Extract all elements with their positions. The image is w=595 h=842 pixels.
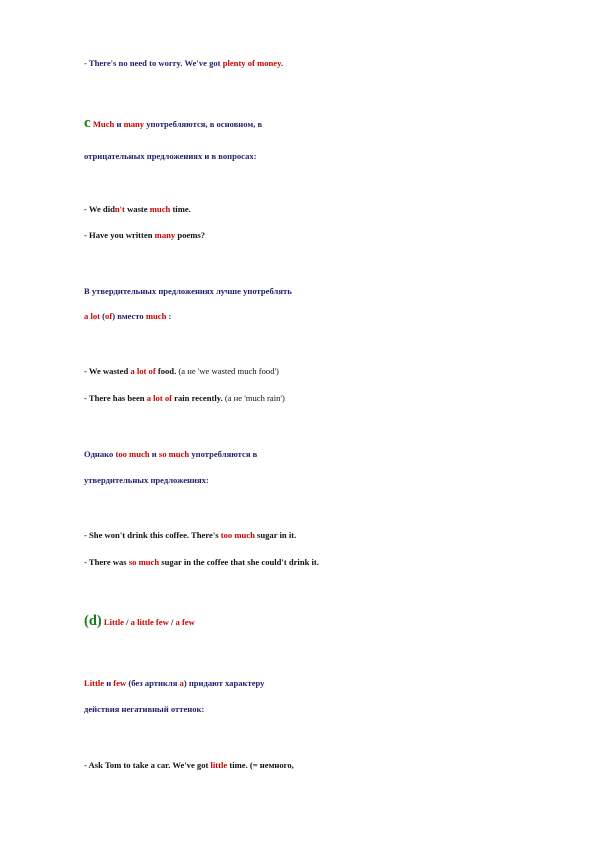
example-a-lot-of-food: - We wasted a lot of food. (а не 'we wasted much food') <box>84 366 279 376</box>
section-d-heading: (d) Little / a little few / a few <box>84 613 195 629</box>
section-c-heading-cont: отрицательных предложениях и в вопросах: <box>84 151 257 161</box>
example-too-much-sugar: - She won't drink this coffee. There's too much sugar in it. <box>84 530 297 540</box>
rule-affirmative: В утвердительных предложениях лучше употреблять <box>84 286 292 296</box>
example-many-poems: - Have you written many poems? <box>84 230 206 240</box>
example-so-much-sugar: - There was so much sugar in the coffee that she could't drink it. <box>84 557 319 567</box>
section-c-heading: c Much и many употребляются, в основном, в <box>84 115 263 131</box>
rule-little-few: Little и few (без артикля a) придают характеру <box>84 678 265 688</box>
rule-too-much-cont: утвердительных предложениях: <box>84 475 209 485</box>
section-letter-c: c <box>84 115 91 131</box>
example-much-time: - We didn't waste much time. <box>84 204 191 214</box>
example-a-lot-of-rain: - There has been a lot of rain recently. (а не 'much rain') <box>84 393 285 403</box>
rule-a-lot-of: a lot (of) вместо much : <box>84 311 172 321</box>
rule-little-few-cont: действия негативный оттенок: <box>84 704 205 714</box>
section-letter-d: (d) <box>84 613 102 629</box>
example-plenty-of-money: - There's no need to worry. We've got plenty of money. <box>84 58 284 68</box>
rule-too-much-so-much: Однако too much и so much употребляются в <box>84 449 258 459</box>
example-little-time: - Ask Tom to take a car. We've got little time. (= немного, <box>84 760 294 770</box>
